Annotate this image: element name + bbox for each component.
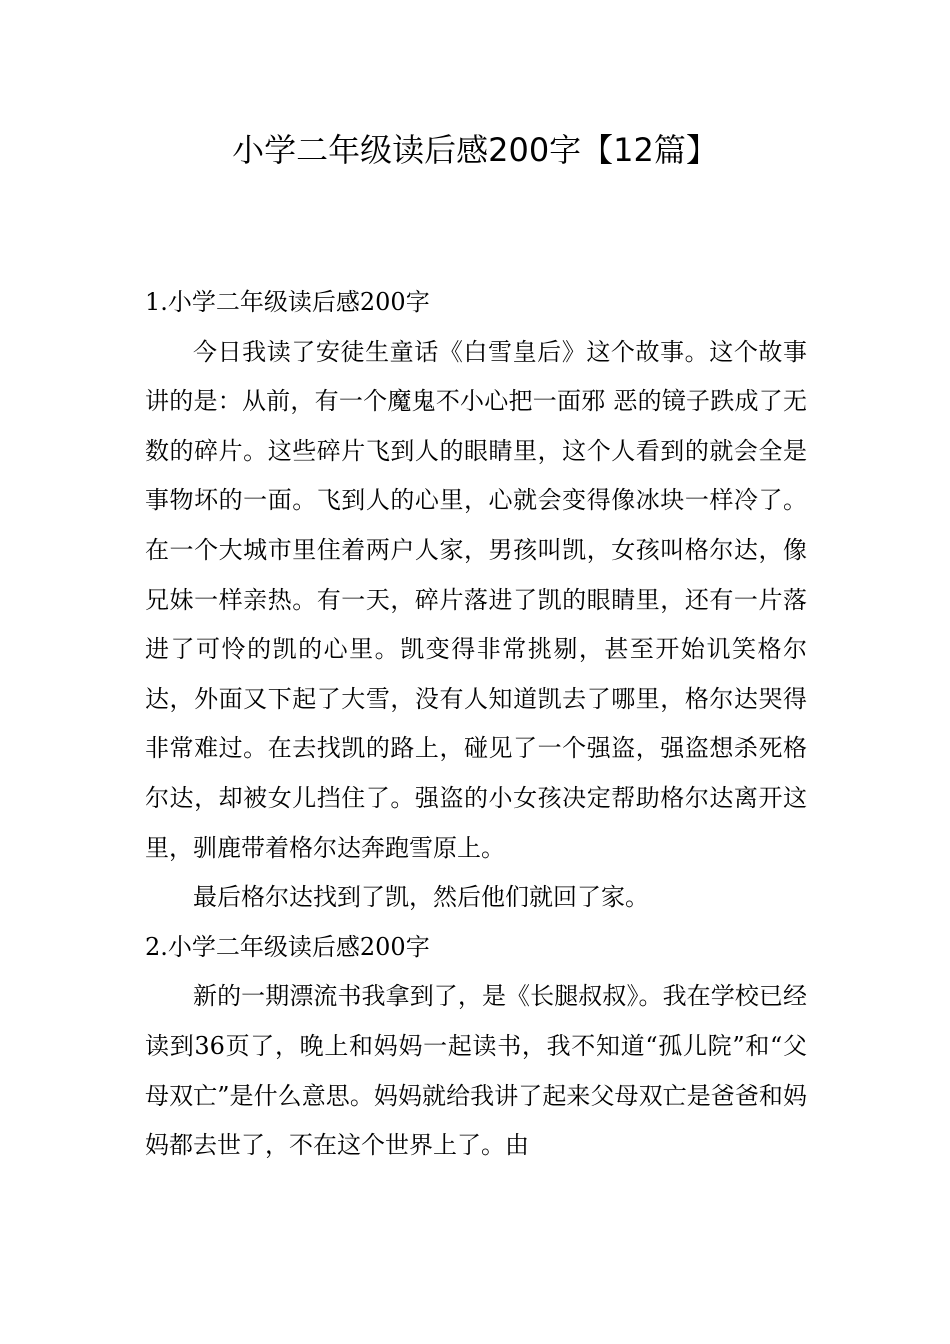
section-2 [145,923,807,1171]
paragraph: 今日我读了安徒生童话《白雪皇后》这个故事。这个故事讲的是：从前，有一个魔鬼不小心把一面邪 恶的镜子跌成了无数的碎片。这些碎片飞到人的眼睛里，这个人看到的就会全是事物坏的一面。飞到人的心里，心就会变得像冰块一样冷了。在一个大城市里住着两户人家，男孩叫凯，女孩叫格尔达，像兄妹一样亲热。有一天，碎片落进了凯的眼睛里，还有一片落进了可怜的凯的心里。凯变得非常挑剔，甚至开始讥笑格尔达，外面又下起了大雪，没有人知道凯去了哪里，格尔达哭得非常难过。在去找凯的路上，碰见了一个强盗，强盗想杀死格尔达，却被女儿挡住了。强盗的小女孩决定帮助格尔达离开这里，驯鹿带着格尔达奔跑雪原上。 [145,337,807,862]
section-heading: 1.小学二年级读后感200字 [145,288,430,316]
document-body [145,278,807,1171]
paragraph: 新的一期漂流书我拿到了，是《长腿叔叔》。我在学校已经读到36页了，晚上和妈妈一起读书，我不知道“孤儿院”和“父母双亡”是什么意思。妈妈就给我讲了起来父母双亡是爸爸和妈妈都去世了，不在这个世界上了。由 [145,982,807,1160]
section-1 [145,278,807,923]
document-title: 小学二年级读后感200字【12篇】 [232,131,718,169]
section-heading: 2.小学二年级读后感200字 [145,932,430,961]
paragraph: 最后格尔达找到了凯，然后他们就回了家。 [193,883,649,912]
